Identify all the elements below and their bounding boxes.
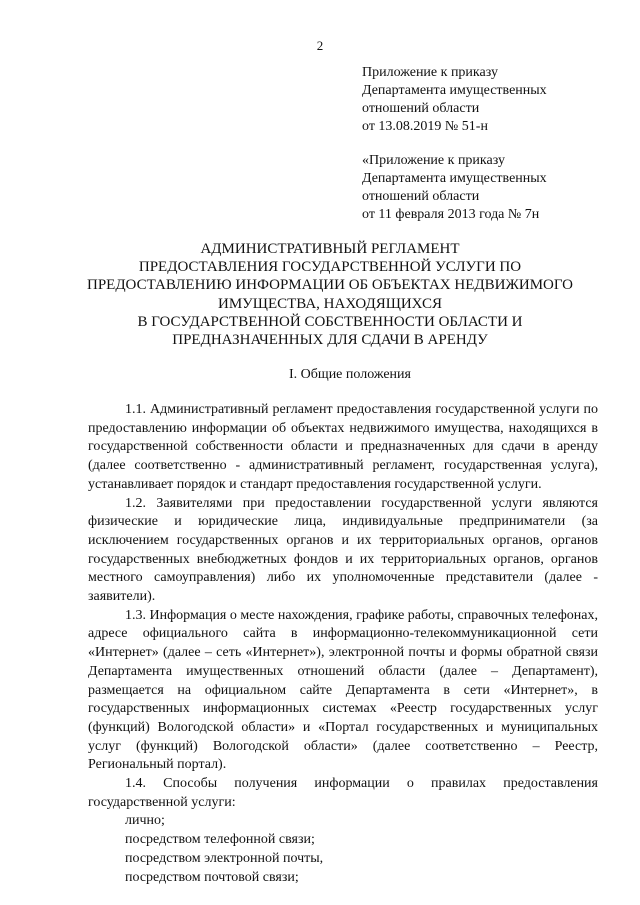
appendix-note-current [362,64,622,136]
appendix-line: отношений области [362,189,480,204]
paragraph-1-4: 1.4. Способы получения информации о правилах предоставления государственной услуги: [88,776,598,810]
list-item: посредством электронной почты, [125,850,324,866]
paragraph-1-3: 1.3. Информация о месте нахождения, графике работы, справочных телефонах, адресе официального сайта в информационно-телекоммуникационной сети «Интернет» (далее – сеть «Интернет»), электронной почты и формы обратной связи Департамента имущественных отношений области (далее – Департамент), размещается на официальном сайте Департамента в сети «Интернет», в государственных информационных системах «Реестр государственных услуг (функций) Вологодской области» и «Портал государственных и муниципальных услуг (функций) Вологодской области» (далее соответственно – Реестр, Региональный портал). [88,607,598,773]
title-line: ПРЕДОСТАВЛЕНИЯ ГОСУДАРСТВЕННОЙ УСЛУГИ ПО [138,259,522,276]
appendix-line: от 13.08.2019 № 51-н [362,119,488,134]
appendix-line: отношений области [362,101,480,116]
appendix-line: Приложение к приказу [362,65,498,80]
list-item: лично; [125,813,165,829]
document-title [60,240,600,349]
appendix-line: Департамента имущественных [362,83,547,98]
title-line: ПРЕДОСТАВЛЕНИЮ ИНФОРМАЦИИ ОБ ОБЪЕКТАХ НЕДВИЖИМОГО [86,277,574,294]
document-body [88,401,598,887]
page-number: 2 [316,38,324,53]
title-line: В ГОСУДАРСТВЕННОЙ СОБСТВЕННОСТИ ОБЛАСТИ И [137,313,523,330]
section-heading: I. Общие положения [289,367,411,382]
title-line: ПРЕДНАЗНАЧЕННЫХ ДЛЯ СДАЧИ В АРЕНДУ [172,332,488,349]
appendix-line: «Приложение к приказу [362,153,505,168]
methods-list [88,812,598,887]
title-line: ИМУЩЕСТВА, НАХОДЯЩИХСЯ [218,295,442,312]
list-item: посредством почтовой связи; [125,869,299,885]
paragraph-1-2: 1.2. Заявителями при предоставлении государственной услуги являются физические и юридические лица, индивидуальные предприниматели (за исключением государственных органов и их территориальных органов, органов государственных внебюджетных фондов и их территориальных органов, органов местного самоуправления) либо их уполномоченные представители (далее - заявители). [88,495,598,605]
appendix-note-original [362,152,622,224]
title-line: АДМИНИСТРАТИВНЫЙ РЕГЛАМЕНТ [200,241,460,257]
appendix-line: Департамента имущественных [362,171,547,186]
appendix-line: от 11 февраля 2013 года № 7н [362,207,540,222]
list-item: посредством телефонной связи; [125,832,315,848]
paragraph-1-1: 1.1. Административный регламент предоставления государственной услуги по предоставлению информации об объектах недвижимого имущества, находящихся в государственной собственности области и предназначенных для сдачи в аренду (далее соответственно - административный регламент, государственная услуга), устанавливает порядок и стандарт предоставления государственной услуги. [88,402,598,492]
